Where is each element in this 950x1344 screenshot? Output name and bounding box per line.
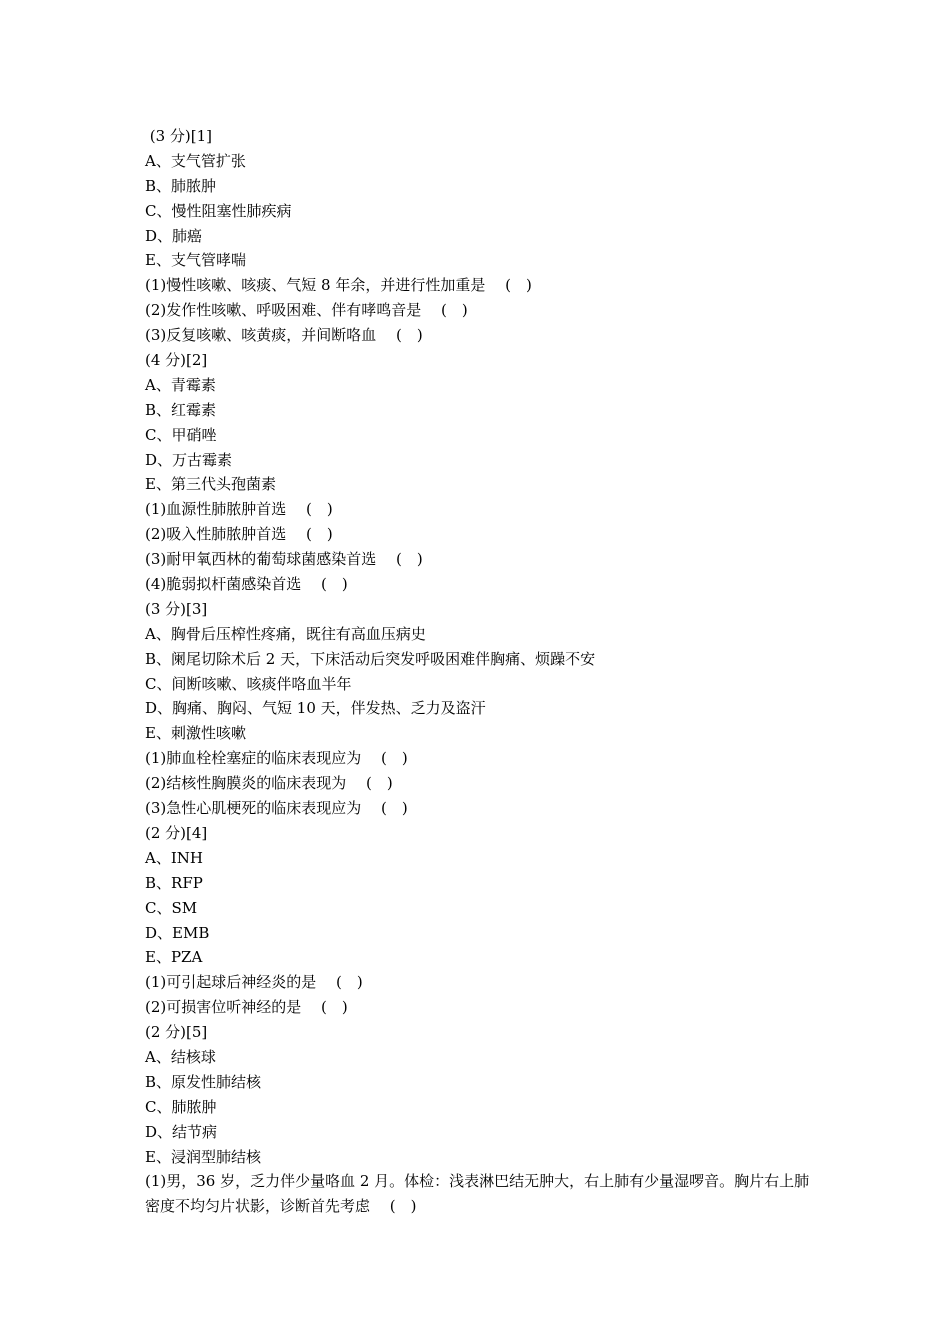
text-line: C、甲硝唑 — [145, 425, 217, 444]
text-line: D、结节病 — [145, 1122, 218, 1141]
text-line: C、肺脓肿 — [145, 1097, 217, 1116]
text-line: D、胸痛、胸闷、气短 10 天，伴发热、乏力及盗汗 — [145, 699, 486, 718]
text-line: B、阑尾切除术后 2 天，下床活动后突发呼吸困难伴胸痛、烦躁不安 — [145, 649, 596, 668]
text-line: B、红霉素 — [145, 400, 217, 419]
text-line: E、浸润型肺结核 — [145, 1147, 261, 1166]
text-line: E、PZA — [145, 948, 203, 967]
text-line: A、结核球 — [145, 1047, 216, 1066]
text-line: C、SM — [145, 898, 198, 917]
document-lines — [145, 124, 825, 1169]
text-line: D、EMB — [145, 923, 210, 942]
text-line: C、间断咳嗽、咳痰伴咯血半年 — [145, 674, 352, 693]
text-line: (2)发作性咳嗽、呼吸困难、伴有哮鸣音是 ( ) — [145, 301, 468, 320]
text-line: A、支气管扩张 — [145, 151, 246, 170]
text-line: E、第三代头孢菌素 — [145, 475, 276, 494]
text-line: (1)可引起球后神经炎的是 ( ) — [145, 973, 363, 992]
text-line: D、万古霉素 — [145, 450, 233, 469]
text-line: B、原发性肺结核 — [145, 1072, 262, 1091]
text-line: B、RFP — [145, 873, 203, 892]
text-line: (2)吸入性肺脓肿首选 ( ) — [145, 525, 333, 544]
text-line: (3)急性心肌梗死的临床表现应为 ( ) — [145, 799, 408, 818]
text-line: (1)血源性肺脓肿首选 ( ) — [145, 500, 333, 519]
text-line: B、肺脓肿 — [145, 176, 217, 195]
text-line: A、INH — [145, 848, 203, 867]
case-question-paragraph: (1)男，36 岁，乏力伴少量咯血 2 月。体检：浅表淋巴结无肿大，右上肺有少量湿啰音。胸片右上肺密度不均匀片状影，诊断首先考虑 ( ) — [145, 1172, 810, 1216]
text-line: C、慢性阻塞性肺疾病 — [145, 201, 292, 220]
text-line: E、刺激性咳嗽 — [145, 724, 246, 743]
document-body — [145, 124, 825, 1219]
text-line: (4)脆弱拟杆菌感染首选 ( ) — [145, 575, 348, 594]
text-line: (2)结核性胸膜炎的临床表现为 ( ) — [145, 774, 393, 793]
text-line: (3 分)[1] — [145, 127, 213, 145]
text-line: (4 分)[2] — [145, 351, 208, 370]
text-line: D、肺癌 — [145, 226, 203, 245]
text-line: (3)反复咳嗽、咳黄痰，并间断咯血 ( ) — [145, 326, 423, 345]
text-line: (3)耐甲氧西林的葡萄球菌感染首选 ( ) — [145, 550, 423, 569]
text-line: (2)可损害位听神经的是 ( ) — [145, 998, 348, 1017]
text-line: (1)慢性咳嗽、咳痰、气短 8 年余，并进行性加重是 ( ) — [145, 276, 532, 295]
text-line: A、胸骨后压榨性疼痛，既往有高血压病史 — [145, 624, 426, 643]
text-line: (2 分)[4] — [145, 823, 208, 842]
text-line: (2 分)[5] — [145, 1023, 208, 1042]
text-line: A、青霉素 — [145, 375, 216, 394]
text-line: (1)肺血栓栓塞症的临床表现应为 ( ) — [145, 749, 408, 768]
text-line: E、支气管哮喘 — [145, 251, 246, 270]
text-line: (3 分)[3] — [145, 599, 208, 618]
